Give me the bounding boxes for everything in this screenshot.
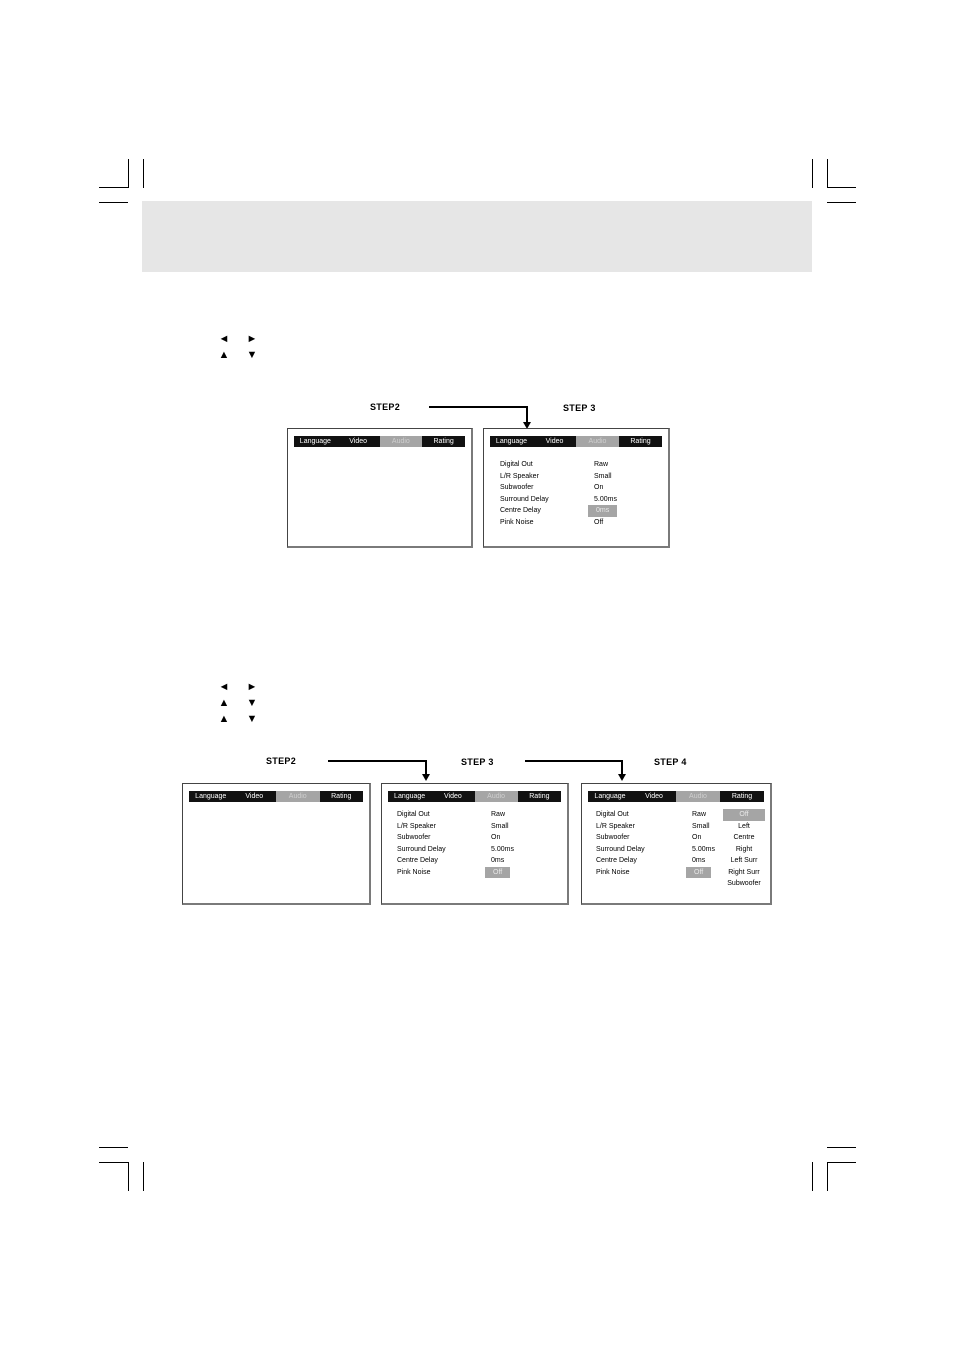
setting-row-surround-delay	[397, 844, 557, 856]
tab-audio: Audio	[676, 791, 720, 802]
setting-value: Raw	[491, 811, 506, 818]
setting-row-centre-delay	[397, 855, 557, 867]
tab-rating: Rating	[529, 793, 550, 800]
pink-noise-options-list	[723, 809, 765, 890]
menu-tab-bar	[189, 791, 363, 802]
setting-row-lr-speaker	[596, 821, 726, 833]
setting-label: L/R Speaker	[397, 822, 436, 830]
diagram2-step-label-a: STEP2	[266, 756, 297, 766]
tab-video: Video	[545, 438, 564, 445]
setting-row-digital-out	[500, 459, 660, 471]
setting-value: 5.00ms	[594, 495, 617, 503]
tab-language: Language	[394, 793, 426, 800]
option-item-selected: Off	[723, 809, 765, 821]
option-item: Subwoofer	[727, 880, 761, 887]
setting-label: Surround Delay	[596, 845, 645, 853]
menu-tab-bar	[588, 791, 764, 802]
menu-tab-bar	[388, 791, 561, 802]
option-item: Left Surr	[730, 857, 758, 864]
up-arrow-icon: ▲	[218, 713, 230, 725]
down-arrow-icon: ▼	[246, 697, 258, 709]
setting-value: 5.00ms	[692, 845, 715, 853]
diagram2-connector-arrow-1	[324, 756, 434, 786]
setting-row-pink-noise	[397, 867, 557, 879]
setting-label: Centre Delay	[397, 857, 438, 864]
setting-row-centre-delay	[500, 505, 660, 517]
diagram2-panel-step3	[381, 783, 569, 905]
option-item: Right Surr	[728, 868, 760, 876]
right-arrow-icon: ►	[246, 681, 258, 693]
setting-row-surround-delay	[596, 844, 726, 856]
option-item: Centre	[733, 834, 755, 841]
setting-row-pink-noise	[500, 517, 660, 529]
tab-language: Language	[594, 793, 626, 800]
setting-row-subwoofer	[397, 832, 557, 844]
menu-tab-bar	[294, 436, 465, 447]
setting-value: On	[594, 484, 604, 491]
up-arrow-icon: ▲	[218, 697, 230, 709]
setting-row-digital-out	[596, 809, 726, 821]
setting-label: Surround Delay	[500, 495, 549, 503]
setting-label: Surround Delay	[397, 845, 446, 853]
tab-video: Video	[443, 793, 462, 800]
diagram1-panel-step2	[287, 428, 473, 548]
tab-video: Video	[245, 793, 264, 800]
setting-row-lr-speaker	[500, 471, 660, 483]
setting-value-highlighted: Off	[485, 867, 510, 879]
setting-value: Raw	[594, 461, 609, 468]
setting-label: L/R Speaker	[500, 472, 539, 480]
setting-value: On	[491, 834, 501, 841]
setting-value: 0ms	[692, 857, 706, 864]
menu-tab-bar	[490, 436, 662, 447]
setting-row-pink-noise	[596, 867, 726, 879]
arrow-keys-group-1	[210, 331, 266, 363]
left-arrow-icon: ◄	[218, 681, 230, 693]
setting-label: Pink Noise	[397, 868, 431, 876]
diagram2-panel-step2	[182, 783, 371, 905]
diagram1-panel-step3	[483, 428, 670, 548]
tab-rating: Rating	[433, 438, 454, 445]
setting-value-highlighted: Off	[686, 867, 711, 879]
arrow-keys-group-2	[210, 679, 266, 727]
left-arrow-icon: ◄	[218, 333, 230, 345]
tab-audio: Audio	[380, 436, 423, 447]
setting-label: Centre Delay	[500, 507, 541, 514]
setting-label: Subwoofer	[397, 834, 431, 841]
audio-settings-list	[500, 459, 660, 528]
setting-row-subwoofer	[596, 832, 726, 844]
audio-settings-list	[397, 809, 557, 878]
tab-language: Language	[299, 438, 331, 445]
setting-value: 5.00ms	[491, 845, 514, 853]
setting-label: L/R Speaker	[596, 822, 635, 830]
setting-label: Centre Delay	[596, 857, 637, 864]
option-item: Left	[738, 822, 750, 830]
tab-language: Language	[195, 793, 227, 800]
setting-row-surround-delay	[500, 494, 660, 506]
diagram2-connector-arrow-2	[521, 756, 631, 786]
setting-label: Digital Out	[596, 811, 629, 818]
down-arrow-icon: ▼	[246, 713, 258, 725]
tab-rating: Rating	[630, 438, 651, 445]
tab-language: Language	[495, 438, 528, 445]
setting-label: Digital Out	[500, 461, 533, 468]
setting-row-lr-speaker	[397, 821, 557, 833]
tab-audio: Audio	[576, 436, 619, 447]
diagram2-step-label-c: STEP 4	[654, 757, 687, 767]
setting-value: Small	[692, 822, 710, 830]
setting-row-digital-out	[397, 809, 557, 821]
diagram1-step-label-a: STEP2	[370, 402, 401, 412]
down-arrow-icon: ▼	[246, 349, 258, 361]
tab-video: Video	[645, 793, 663, 800]
setting-value: Small	[491, 822, 509, 830]
setting-value: Small	[594, 472, 612, 480]
tab-audio: Audio	[475, 791, 518, 802]
diagram2-step-label-b: STEP 3	[461, 757, 494, 767]
diagram1-step-label-b: STEP 3	[563, 403, 596, 413]
setting-row-centre-delay	[596, 855, 726, 867]
diagram2-panel-step4	[581, 783, 772, 905]
audio-settings-list	[596, 809, 726, 878]
setting-value: Off	[594, 518, 604, 526]
tab-video: Video	[349, 438, 368, 445]
setting-label: Pink Noise	[596, 868, 630, 876]
tab-audio: Audio	[276, 791, 320, 802]
setting-row-subwoofer	[500, 482, 660, 494]
tab-rating: Rating	[731, 793, 753, 800]
header-bar	[142, 201, 812, 272]
tab-rating: Rating	[331, 793, 352, 800]
setting-label: Subwoofer	[596, 834, 630, 841]
setting-label: Subwoofer	[500, 484, 534, 491]
setting-value-highlighted: 0ms	[588, 505, 617, 517]
setting-value: 0ms	[491, 857, 505, 864]
up-arrow-icon: ▲	[218, 349, 230, 361]
right-arrow-icon: ►	[246, 333, 258, 345]
setting-label: Pink Noise	[500, 518, 534, 526]
setting-value: Raw	[692, 811, 707, 818]
setting-value: On	[692, 834, 702, 841]
option-item: Right	[735, 845, 753, 853]
setting-label: Digital Out	[397, 811, 430, 818]
